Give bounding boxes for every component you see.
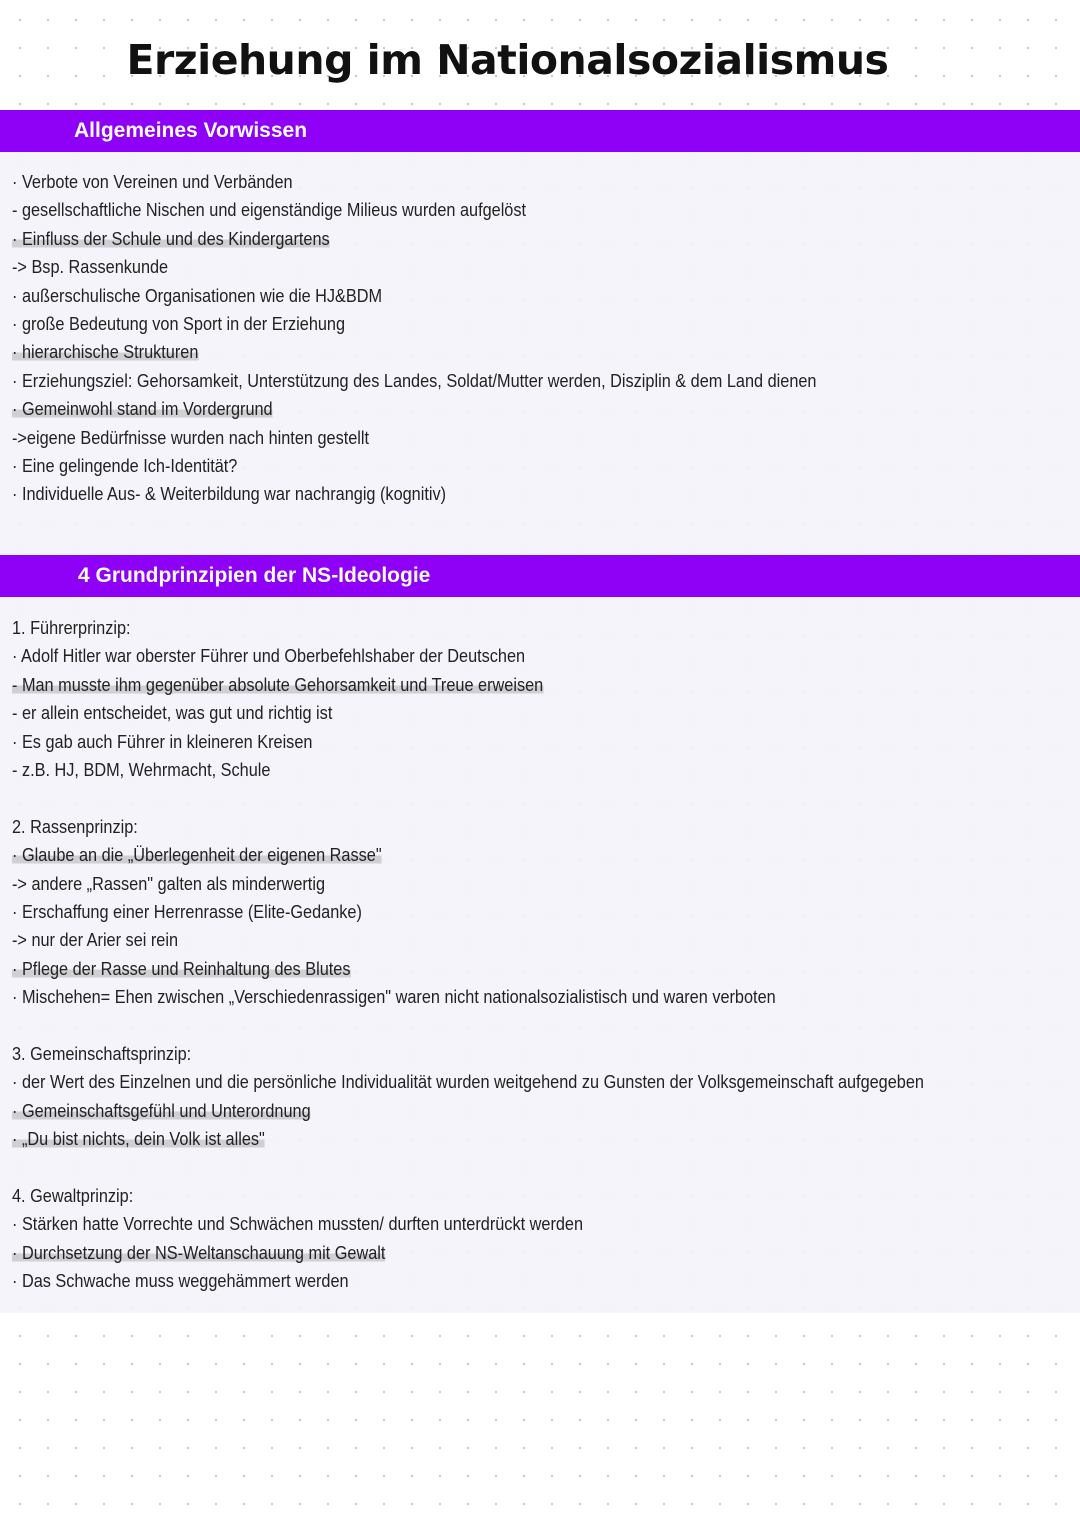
line-text: · Adolf Hitler war oberster Führer und Oberbefehlshaber der Deutschen bbox=[12, 645, 526, 667]
list-item bbox=[12, 642, 924, 670]
list-item bbox=[12, 480, 816, 508]
line-text: - gesellschaftliche Nischen und eigenständige Milieus wurden aufgelöst bbox=[12, 199, 527, 221]
line-text: 3. Gemeinschaftsprinzip: bbox=[12, 1042, 192, 1064]
list-item bbox=[12, 983, 924, 1011]
list-item bbox=[12, 898, 924, 926]
list-item bbox=[12, 424, 816, 452]
line-text: · Individuelle Aus- & Weiterbildung war nachrangig (kognitiv) bbox=[12, 483, 447, 505]
grundprinzipien-list bbox=[12, 614, 924, 1295]
line-text: · große Bedeutung von Sport in der Erziehung bbox=[12, 312, 346, 334]
list-item bbox=[12, 841, 924, 869]
line-text: - Man musste ihm gegenüber absolute Gehorsamkeit und Treue erweisen bbox=[12, 673, 544, 695]
line-text: ->eigene Bedürfnisse wurden nach hinten gestellt bbox=[12, 426, 370, 448]
list-item bbox=[12, 1068, 924, 1096]
list-item bbox=[12, 756, 924, 784]
list-item bbox=[12, 338, 816, 366]
list-item bbox=[12, 699, 924, 727]
blank-line bbox=[12, 1011, 924, 1039]
list-item bbox=[12, 1210, 924, 1238]
line-text: - z.B. HJ, BDM, Wehrmacht, Schule bbox=[12, 758, 271, 780]
list-item bbox=[12, 196, 816, 224]
line-text: · Einfluss der Schule und des Kindergartens bbox=[12, 227, 330, 249]
blank-line bbox=[12, 784, 924, 812]
line-text: 2. Rassenprinzip: bbox=[12, 815, 138, 837]
line-text: 1. Führerprinzip: bbox=[12, 617, 131, 638]
list-item bbox=[12, 1097, 924, 1125]
line-text: · Erziehungsziel: Gehorsamkeit, Unterstützung des Landes, Soldat/Mutter werden, Disziplin & dem Land dienen bbox=[12, 369, 817, 391]
line-text: · Eine gelingende Ich-Identität? bbox=[12, 454, 238, 476]
list-item bbox=[12, 614, 924, 642]
list-item bbox=[12, 1040, 924, 1068]
blank-line bbox=[12, 1153, 924, 1181]
line-text: · Verbote von Vereinen und Verbänden bbox=[12, 171, 293, 192]
line-text: · Pflege der Rasse und Reinhaltung des Blutes bbox=[12, 957, 351, 979]
list-item bbox=[12, 728, 924, 756]
line-text: · Durchsetzung der NS-Weltanschauung mit Gewalt bbox=[12, 1241, 386, 1263]
list-item bbox=[12, 310, 816, 338]
list-item bbox=[12, 253, 816, 281]
list-item bbox=[12, 282, 816, 310]
section-header-grundprinzipien bbox=[0, 555, 1080, 597]
line-text: · Es gab auch Führer in kleineren Kreisen bbox=[12, 730, 313, 752]
list-item bbox=[12, 225, 816, 253]
page-title: Erziehung im Nationalsozialismus bbox=[126, 36, 889, 84]
list-item bbox=[12, 452, 816, 480]
line-text: -> Bsp. Rassenkunde bbox=[12, 256, 169, 278]
list-item bbox=[12, 1267, 924, 1295]
line-text: -> nur der Arier sei rein bbox=[12, 929, 179, 951]
line-text: - er allein entscheidet, was gut und richtig ist bbox=[12, 702, 333, 724]
line-text: 4. Gewaltprinzip: bbox=[12, 1184, 134, 1206]
list-item bbox=[12, 367, 816, 395]
line-text: · Gemeinwohl stand im Vordergrund bbox=[12, 398, 273, 420]
line-text: · Mischehen= Ehen zwischen „Verschiedenrassigen" waren nicht nationalsozialistisch und waren verboten bbox=[12, 986, 776, 1008]
list-item bbox=[12, 870, 924, 898]
line-text: · Glaube an die „Überlegenheit der eigenen Rasse" bbox=[12, 844, 382, 866]
line-text: · Erschaffung einer Herrenrasse (Elite-Gedanke) bbox=[12, 900, 362, 922]
line-text: · „Du bist nichts, dein Volk ist alles" bbox=[12, 1128, 265, 1150]
list-item bbox=[12, 168, 816, 196]
section-header-vorwissen bbox=[0, 110, 1080, 152]
list-item bbox=[12, 1182, 924, 1210]
line-text: · Gemeinschaftsgefühl und Unterordnung bbox=[12, 1099, 311, 1121]
line-text: · der Wert des Einzelnen und die persönliche Individualität wurden weitgehend zu Gunsten der Volksgemeinschaft aufgegeben bbox=[12, 1071, 924, 1093]
line-text: · Das Schwache muss weggehämmert werden bbox=[12, 1269, 349, 1291]
line-text: -> andere „Rassen" galten als minderwertig bbox=[12, 872, 326, 894]
line-text: · Stärken hatte Vorrechte und Schwächen mussten/ durften unterdrückt werden bbox=[12, 1213, 584, 1235]
list-item bbox=[12, 671, 924, 699]
list-item bbox=[12, 395, 816, 423]
line-text: · hierarchische Strukturen bbox=[12, 341, 199, 363]
list-item bbox=[12, 1239, 924, 1267]
section-heading: Allgemeines Vorwissen bbox=[74, 119, 308, 142]
list-item bbox=[12, 813, 924, 841]
line-text: · außerschulische Organisationen wie die HJ&BDM bbox=[12, 284, 383, 306]
list-item bbox=[12, 1125, 924, 1153]
list-item bbox=[12, 955, 924, 983]
vorwissen-list bbox=[12, 168, 816, 509]
section-heading: 4 Grundprinzipien der NS-Ideologie bbox=[78, 564, 431, 587]
list-item bbox=[12, 926, 924, 954]
